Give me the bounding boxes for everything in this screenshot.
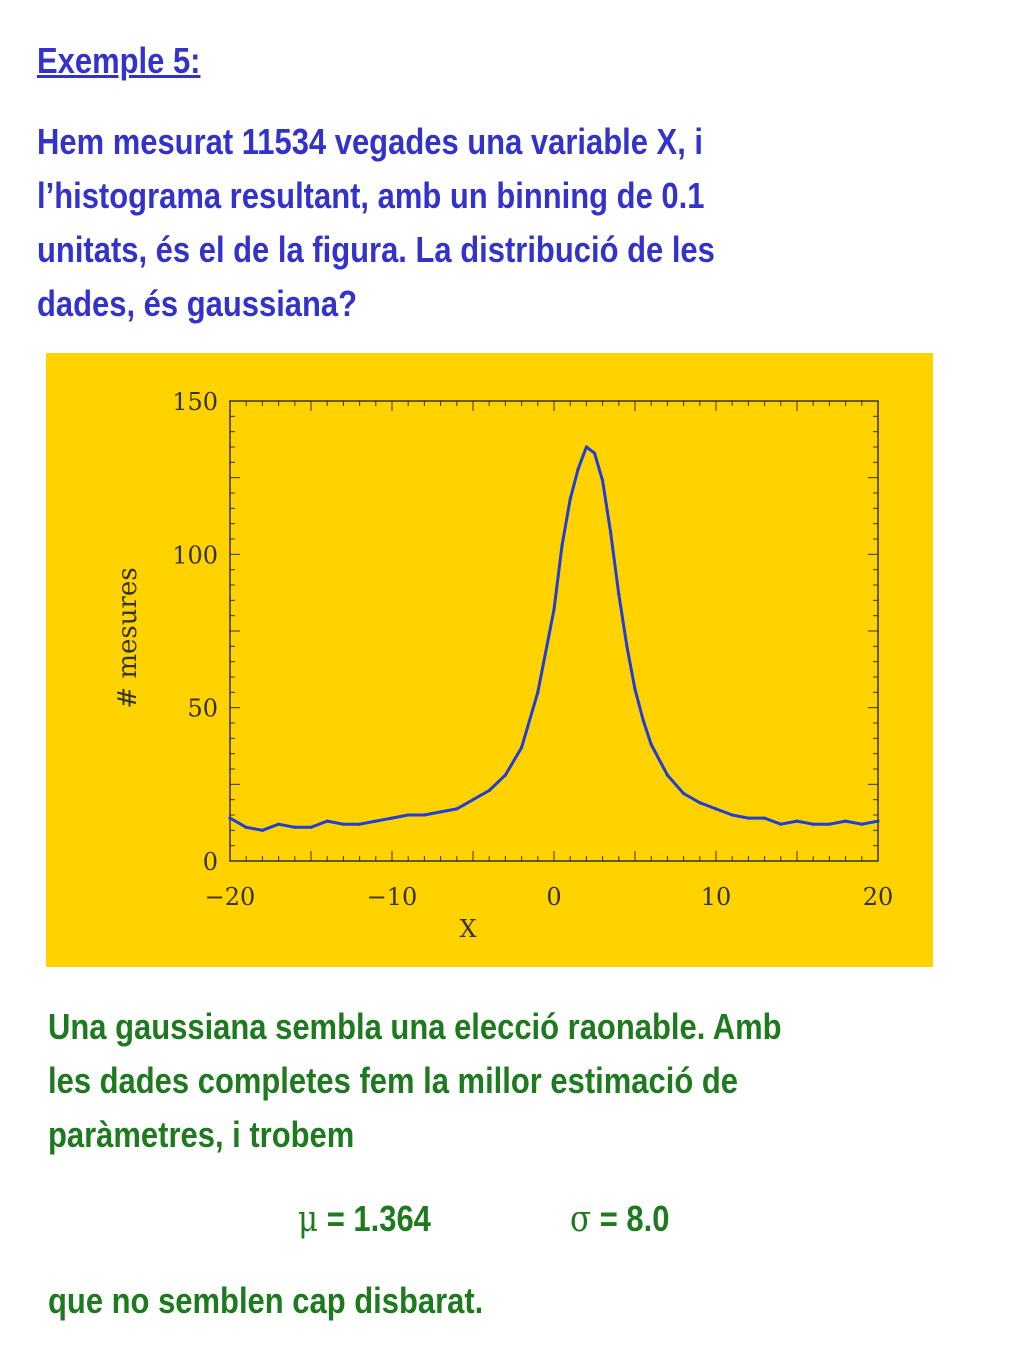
conclusion-line: les dades completes fem la millor estimació de (48, 1060, 739, 1101)
data-point (698, 801, 701, 804)
data-point (536, 691, 539, 694)
data-point (488, 789, 491, 792)
y-tick-label: 50 (187, 694, 218, 723)
conclusion-line: paràmetres, i trobem (48, 1114, 355, 1155)
y-tick-label: 0 (202, 848, 218, 876)
sigma-estimate (570, 1192, 669, 1247)
conclusion-line: Una gaussiana sembla una elecció raonable. Amb (48, 1006, 782, 1047)
data-point (245, 826, 248, 829)
final-sentence: que no semblen cap disbarat. (48, 1280, 484, 1321)
x-tick-label: 10 (700, 883, 732, 911)
data-point (593, 452, 596, 455)
data-point (423, 813, 426, 816)
x-tick-label: 0 (546, 883, 562, 911)
mu-symbol: μ (298, 1199, 319, 1240)
data-point (714, 807, 717, 810)
conclusion-paragraph (48, 1000, 782, 1162)
x-tick-label: 20 (862, 883, 894, 911)
data-point (642, 718, 645, 721)
y-tick-label: 100 (172, 541, 218, 570)
data-point (795, 820, 798, 823)
data-point (860, 823, 863, 826)
data-point (569, 498, 572, 501)
y-tick-label: 150 (172, 388, 218, 416)
data-point (374, 820, 377, 823)
data-point (844, 820, 847, 823)
intro-line: l’histograma resultant, amb un binning de 0.1 (37, 175, 705, 216)
data-point (561, 544, 564, 547)
data-point (682, 792, 685, 795)
data-point (277, 823, 280, 826)
data-point (747, 816, 750, 819)
x-tick-label: −20 (204, 883, 256, 911)
data-point (585, 445, 588, 448)
intro-paragraph (37, 115, 715, 331)
data-point (812, 823, 815, 826)
data-point (577, 467, 580, 470)
y-axis-label: # mesures (113, 567, 143, 709)
data-point (455, 807, 458, 810)
mu-value: = 1.364 (318, 1198, 431, 1239)
intro-line: unitats, és el de la figura. La distribució de les (37, 229, 715, 270)
sigma-symbol: σ (570, 1199, 592, 1240)
sigma-value: = 8.0 (591, 1198, 670, 1239)
histogram-plot (46, 353, 933, 967)
data-point (650, 743, 653, 746)
data-point (342, 823, 345, 826)
data-point (763, 816, 766, 819)
x-tick-label: −10 (366, 883, 418, 911)
data-point (520, 746, 523, 749)
data-point (439, 810, 442, 813)
data-point (601, 479, 604, 482)
data-point (779, 823, 782, 826)
data-point (390, 816, 393, 819)
data-point (504, 774, 507, 777)
data-point (326, 820, 329, 823)
data-point (358, 823, 361, 826)
data-point (309, 826, 312, 829)
data-point (407, 813, 410, 816)
data-point (261, 829, 264, 832)
data-point (228, 816, 231, 819)
histogram-svg (46, 353, 933, 967)
data-point (617, 593, 620, 596)
data-point (293, 826, 296, 829)
data-point (552, 608, 555, 611)
mu-estimate (298, 1192, 431, 1247)
histogram-series-line (230, 447, 878, 830)
x-axis-label: X (459, 915, 477, 943)
data-point (609, 531, 612, 534)
data-point (876, 820, 879, 823)
data-point (633, 688, 636, 691)
plot-frame (230, 401, 878, 861)
data-point (666, 774, 669, 777)
data-point (731, 813, 734, 816)
intro-line: Hem mesurat 11534 vegades una variable X, i (37, 121, 704, 162)
data-point (828, 823, 831, 826)
data-point (625, 645, 628, 648)
data-point (471, 798, 474, 801)
intro-line: dades, és gaussiana? (37, 283, 358, 324)
slide-title: Exemple 5: (37, 40, 201, 81)
